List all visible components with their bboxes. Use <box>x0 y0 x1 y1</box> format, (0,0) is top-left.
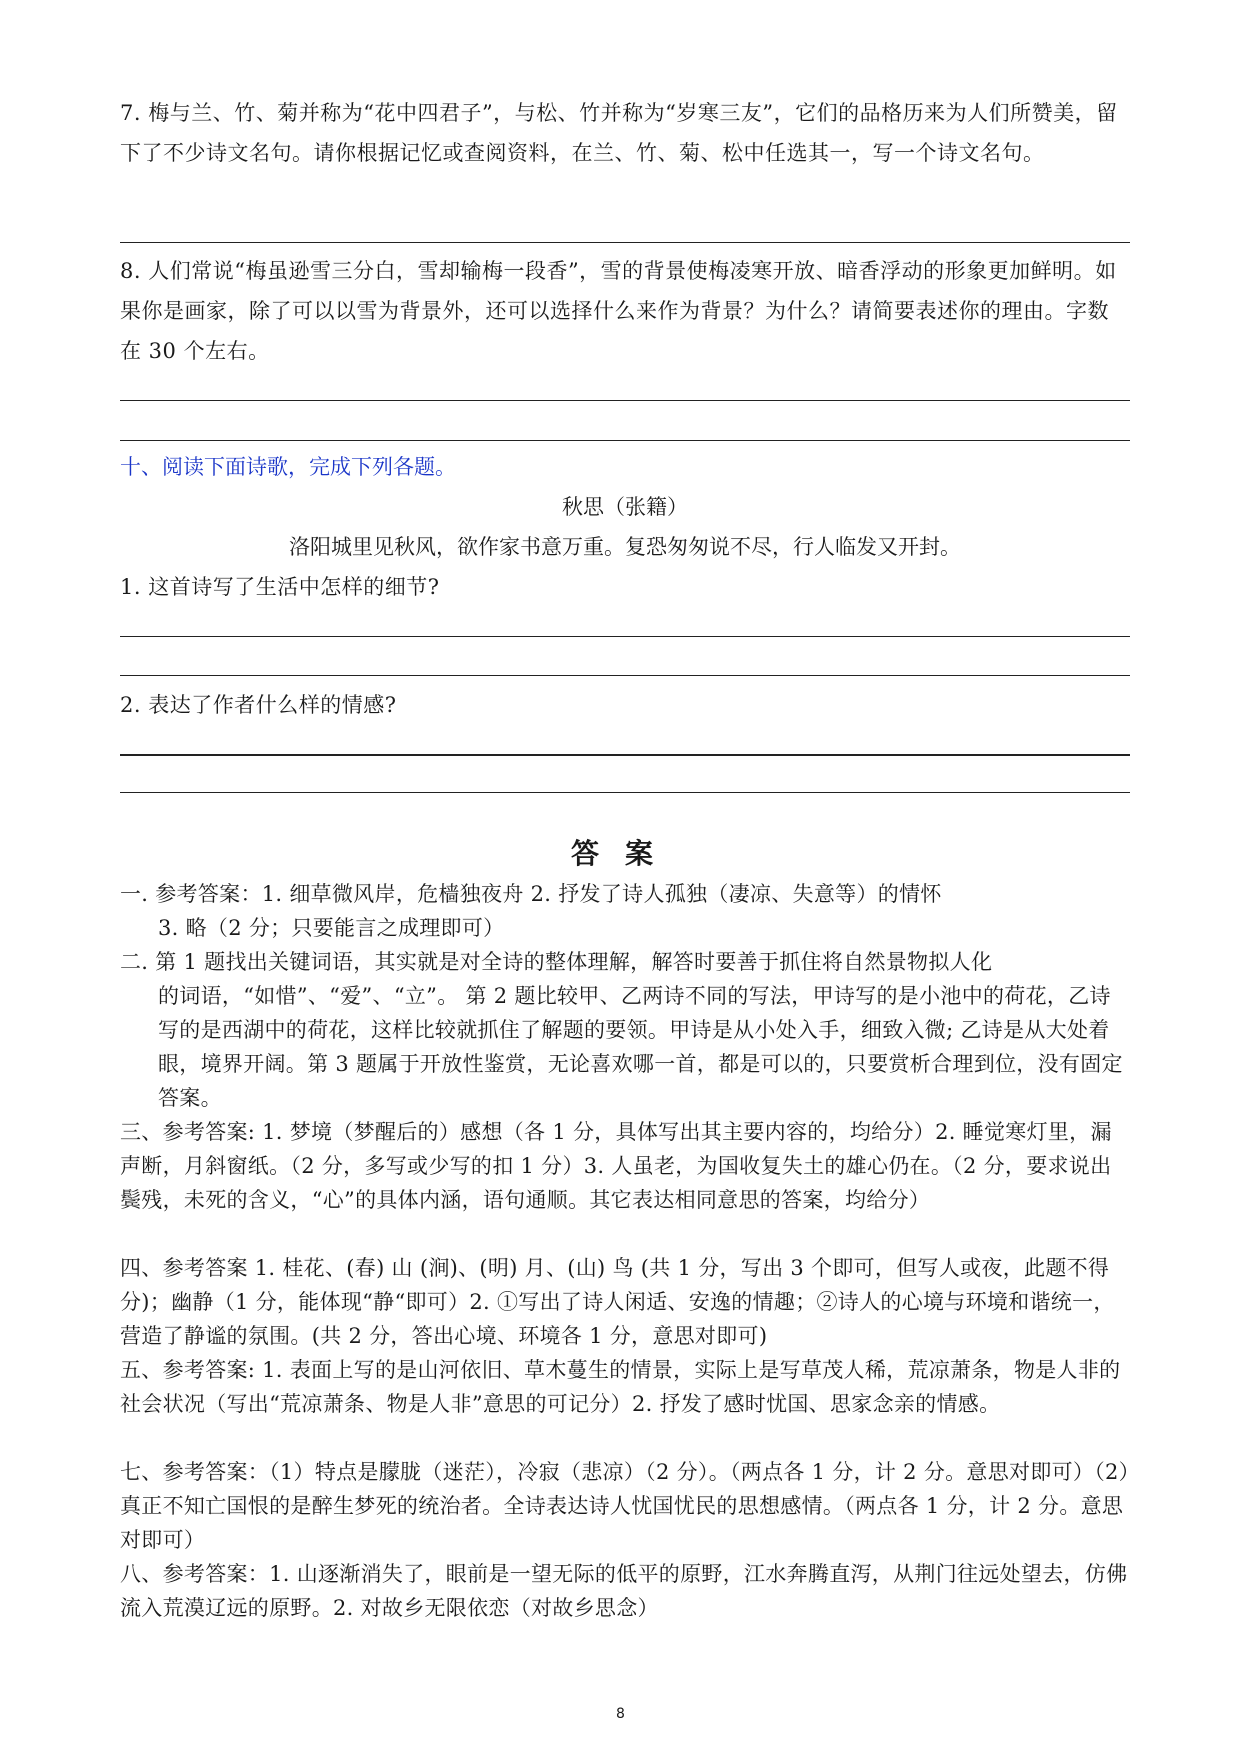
answer-line-q8-2[interactable] <box>120 440 1130 441</box>
answer-line-p2-2[interactable] <box>120 792 1130 793</box>
poem-question-1: 1. 这首诗写了生活中怎样的细节? <box>120 575 440 599</box>
answer-2-rest: 的词语，“如惜”、“爱”、“立”。 第 2 题比较甲、乙两诗不同的写法，甲诗写的是小池中的荷花，乙诗写的是西湖中的荷花，这样比较就抓住了解题的要领。甲诗是从小处入手，细致入微; 乙诗是从大处着眼，境界开阔。第 3 题属于开放性鉴赏，无论喜欢哪一首，都是可以的，只要赏析合理到位，没有固定答案。 <box>158 984 1123 1110</box>
answer-2 <box>120 945 1130 1115</box>
answer-1-line-1: 一. 参考答案：1. 细草微风岸，危樯独夜舟 2. 抒发了诗人孤独（凄凉、失意等）的情怀 <box>120 882 942 906</box>
answers-title: 答案 <box>570 837 679 870</box>
question-7: 7. 梅与兰、竹、菊并称为“花中四君子”，与松、竹并称为“岁寒三友”，它们的品格历来为人们所赞美，留下了不少诗文名句。请你根据记忆或查阅资料，在兰、竹、菊、松中任选其一，写一个诗文名句。 <box>120 101 1118 165</box>
question-8: 8. 人们常说“梅虽逊雪三分白，雪却输梅一段香”，雪的背景使梅凌寒开放、暗香浮动的形象更加鲜明。如果你是画家，除了可以以雪为背景外，还可以选择什么来作为背景？为什么？请简要表述你的理由。字数在 30 个左右。 <box>120 259 1117 363</box>
page-number: 8 <box>616 1706 625 1722</box>
answer-line-q7[interactable] <box>120 242 1130 243</box>
answer-line-p1-1[interactable] <box>120 636 1130 637</box>
answer-3: 三、参考答案: 1. 梦境（梦醒后的）感想（各 1 分，具体写出其主要内容的，均给分）2. 睡觉寒灯里，漏声断，月斜窗纸。（2 分，多写或少写的扣 1 分）3. 人虽老，为国收复失土的雄心仍在。（2 分，要求说出鬓残，未死的含义，“心”的具体内涵，语句通顺。其它表达相同意思的答案，均给分） <box>120 1120 1112 1212</box>
answer-1 <box>120 877 1130 945</box>
answer-7: 七、参考答案：（1）特点是朦胧（迷茫），冷寂（悲凉）（2 分）。（两点各 1 分，计 2 分。意思对即可）（2）真正不知亡国恨的是醉生梦死的统治者。全诗表达诗人忧国忧民的思想感情。（两点各 1 分，计 2 分。意思对即可） <box>120 1460 1130 1552</box>
answer-1-line-2: 3. 略（2 分；只要能言之成理即可） <box>158 916 505 940</box>
poem-title: 秋思（张籍） <box>562 495 688 519</box>
answer-line-q8-1[interactable] <box>120 400 1130 401</box>
poem-text: 洛阳城里见秋风，欲作家书意万重。复恐匆匆说不尽，行人临发又开封。 <box>289 535 961 559</box>
answer-2-first-line: 二. 第 1 题找出关键词语，其实就是对全诗的整体理解，解答时要善于抓住将自然景物拟人化 <box>120 950 993 974</box>
poem-question-2: 2. 表达了作者什么样的情感? <box>120 693 397 717</box>
answer-4: 四、参考答案 1. 桂花、(春) 山 (涧)、(明) 月、(山) 鸟 (共 1 分，写出 3 个即可，但写人或夜，此题不得分)；幽静（1 分，能体现“静“即可）2. ①写出了诗人闲适、安逸的情趣；②诗人的心境与环境和谐统一，营造了静谧的氛围。(共 2 分，答出心境、环境各 1 分，意思对即可) <box>120 1256 1115 1348</box>
answer-line-p2-1[interactable] <box>120 754 1130 756</box>
answer-5: 五、参考答案: 1. 表面上写的是山河依旧、草木蔓生的情景，实际上是写草茂人稀，荒凉萧条，物是人非的社会状况（写出“荒凉萧条、物是人非”意思的可记分）2. 抒发了感时忧国、思家念亲的情感。 <box>120 1358 1121 1416</box>
answer-line-p1-2[interactable] <box>120 675 1130 676</box>
section-10-heading: 十、阅读下面诗歌，完成下列各题。 <box>120 455 456 479</box>
answer-8: 八、参考答案：1. 山逐渐消失了，眼前是一望无际的低平的原野，江水奔腾直泻，从荆门往远处望去，仿佛流入荒漠辽远的原野。2. 对故乡无限依恋（对故乡思念） <box>120 1562 1128 1620</box>
